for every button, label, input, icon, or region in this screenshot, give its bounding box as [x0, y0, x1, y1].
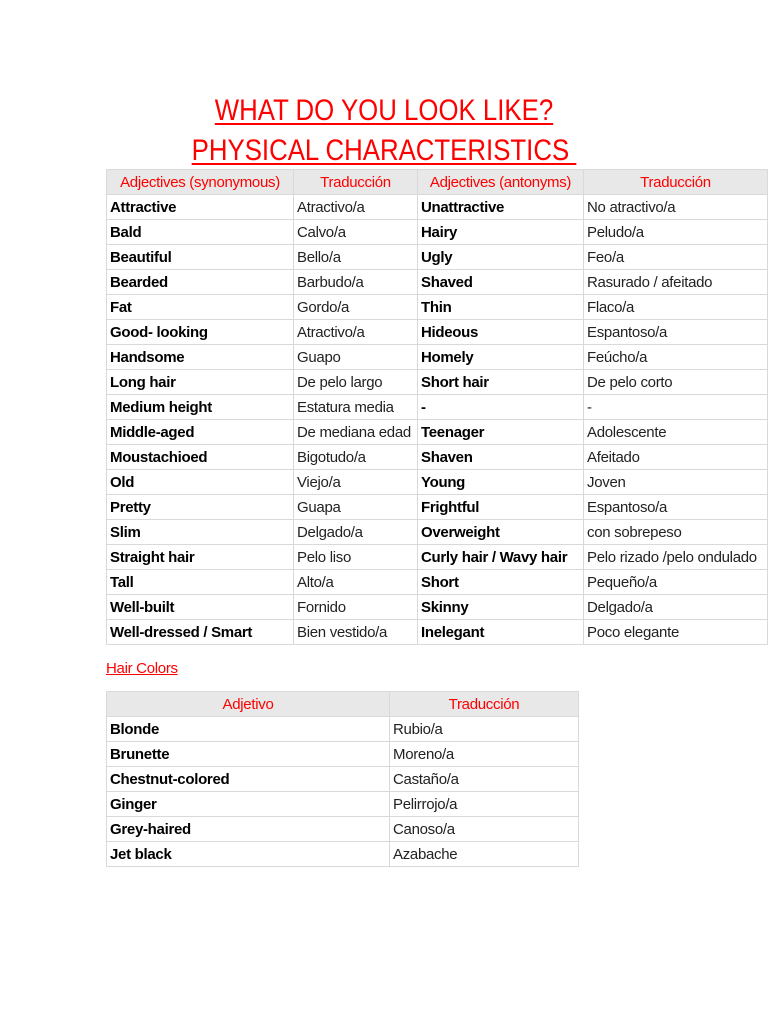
- adjective-cell: Homely: [418, 345, 584, 370]
- translation-cell: Barbudo/a: [294, 270, 418, 295]
- hair-colors-table: [106, 691, 579, 867]
- adjective-cell: Old: [107, 470, 294, 495]
- translation-cell: Fornido: [294, 595, 418, 620]
- translation-cell: Peludo/a: [584, 220, 768, 245]
- table-row: [107, 195, 768, 220]
- translation-cell: Bien vestido/a: [294, 620, 418, 645]
- table-row: [107, 767, 579, 792]
- translation-cell: Bello/a: [294, 245, 418, 270]
- adjective-cell: Short: [418, 570, 584, 595]
- adjective-cell: Ugly: [418, 245, 584, 270]
- table-row: [107, 545, 768, 570]
- translation-cell: Bigotudo/a: [294, 445, 418, 470]
- adjective-cell: Brunette: [107, 742, 390, 767]
- translation-cell: Flaco/a: [584, 295, 768, 320]
- table-row: [107, 270, 768, 295]
- adjective-cell: Middle-aged: [107, 420, 294, 445]
- translation-cell: Castaño/a: [390, 767, 579, 792]
- column-header-synonyms: Adjectives (synonymous): [107, 170, 294, 195]
- table-row: [107, 595, 768, 620]
- physical-characteristics-table: [106, 169, 768, 645]
- adjective-cell: Chestnut-colored: [107, 767, 390, 792]
- translation-cell: Pelo liso: [294, 545, 418, 570]
- adjective-cell: Bald: [107, 220, 294, 245]
- adjective-cell: Young: [418, 470, 584, 495]
- table-row: [107, 520, 768, 545]
- table-body: [107, 717, 579, 867]
- adjective-cell: Blonde: [107, 717, 390, 742]
- translation-cell: Atractivo/a: [294, 195, 418, 220]
- translation-cell: No atractivo/a: [584, 195, 768, 220]
- translation-cell: De pelo corto: [584, 370, 768, 395]
- translation-cell: Gordo/a: [294, 295, 418, 320]
- translation-cell: Poco elegante: [584, 620, 768, 645]
- table-row: [107, 295, 768, 320]
- adjective-cell: Jet black: [107, 842, 390, 867]
- translation-cell: Pequeño/a: [584, 570, 768, 595]
- translation-cell: Moreno/a: [390, 742, 579, 767]
- translation-cell: Adolescente: [584, 420, 768, 445]
- translation-cell: Feúcho/a: [584, 345, 768, 370]
- adjective-cell: -: [418, 395, 584, 420]
- adjective-cell: Curly hair / Wavy hair: [418, 545, 584, 570]
- column-header-translation: Traducción: [390, 692, 579, 717]
- table-row: [107, 792, 579, 817]
- column-header-translation: Traducción: [294, 170, 418, 195]
- translation-cell: con sobrepeso: [584, 520, 768, 545]
- translation-cell: Rasurado / afeitado: [584, 270, 768, 295]
- column-header-adjective: Adjetivo: [107, 692, 390, 717]
- adjective-cell: Inelegant: [418, 620, 584, 645]
- adjective-cell: Moustachioed: [107, 445, 294, 470]
- adjective-cell: Long hair: [107, 370, 294, 395]
- adjective-cell: Slim: [107, 520, 294, 545]
- adjective-cell: Handsome: [107, 345, 294, 370]
- translation-cell: Delgado/a: [294, 520, 418, 545]
- adjective-cell: Teenager: [418, 420, 584, 445]
- table-row: [107, 817, 579, 842]
- table-row: [107, 395, 768, 420]
- table-row: [107, 420, 768, 445]
- translation-cell: Alto/a: [294, 570, 418, 595]
- hair-colors-heading: Hair Colors: [106, 660, 178, 677]
- translation-cell: Calvo/a: [294, 220, 418, 245]
- adjective-cell: Well-built: [107, 595, 294, 620]
- translation-cell: Pelirrojo/a: [390, 792, 579, 817]
- adjective-cell: Pretty: [107, 495, 294, 520]
- table-row: [107, 445, 768, 470]
- adjective-cell: Tall: [107, 570, 294, 595]
- table-body: [107, 195, 768, 645]
- table-row: [107, 742, 579, 767]
- adjective-cell: Shaved: [418, 270, 584, 295]
- adjective-cell: Fat: [107, 295, 294, 320]
- adjective-cell: Unattractive: [418, 195, 584, 220]
- translation-cell: Estatura media: [294, 395, 418, 420]
- page-title-line-2: PHYSICAL CHARACTERISTICS: [191, 134, 577, 167]
- table-row: [107, 495, 768, 520]
- translation-cell: De pelo largo: [294, 370, 418, 395]
- translation-cell: Pelo rizado /pelo ondulado: [584, 545, 768, 570]
- column-header-translation: Traducción: [584, 170, 768, 195]
- adjective-cell: Attractive: [107, 195, 294, 220]
- adjective-cell: Thin: [418, 295, 584, 320]
- table-row: [107, 245, 768, 270]
- adjective-cell: Frightful: [418, 495, 584, 520]
- table-row: [107, 570, 768, 595]
- adjective-cell: Bearded: [107, 270, 294, 295]
- translation-cell: Espantoso/a: [584, 320, 768, 345]
- adjective-cell: Hideous: [418, 320, 584, 345]
- translation-cell: Viejo/a: [294, 470, 418, 495]
- table-header-row: [107, 692, 579, 717]
- table-row: [107, 220, 768, 245]
- adjective-cell: Grey-haired: [107, 817, 390, 842]
- table-row: [107, 370, 768, 395]
- table-row: [107, 345, 768, 370]
- translation-cell: Guapo: [294, 345, 418, 370]
- adjective-cell: Short hair: [418, 370, 584, 395]
- adjective-cell: Medium height: [107, 395, 294, 420]
- translation-cell: Feo/a: [584, 245, 768, 270]
- translation-cell: Canoso/a: [390, 817, 579, 842]
- table-row: [107, 717, 579, 742]
- adjective-cell: Well-dressed / Smart: [107, 620, 294, 645]
- translation-cell: Rubio/a: [390, 717, 579, 742]
- adjective-cell: Beautiful: [107, 245, 294, 270]
- translation-cell: Atractivo/a: [294, 320, 418, 345]
- translation-cell: Afeitado: [584, 445, 768, 470]
- adjective-cell: Straight hair: [107, 545, 294, 570]
- column-header-antonyms: Adjectives (antonyms): [418, 170, 584, 195]
- translation-cell: Delgado/a: [584, 595, 768, 620]
- adjective-cell: Ginger: [107, 792, 390, 817]
- table-row: [107, 842, 579, 867]
- translation-cell: -: [584, 395, 768, 420]
- translation-cell: Azabache: [390, 842, 579, 867]
- table-row: [107, 620, 768, 645]
- translation-cell: Guapa: [294, 495, 418, 520]
- table-row: [107, 470, 768, 495]
- page-title-line-1: WHAT DO YOU LOOK LIKE?: [214, 94, 554, 127]
- adjective-cell: Good- looking: [107, 320, 294, 345]
- translation-cell: Espantoso/a: [584, 495, 768, 520]
- adjective-cell: Shaven: [418, 445, 584, 470]
- translation-cell: Joven: [584, 470, 768, 495]
- table-row: [107, 320, 768, 345]
- table-header-row: [107, 170, 768, 195]
- adjective-cell: Skinny: [418, 595, 584, 620]
- adjective-cell: Overweight: [418, 520, 584, 545]
- translation-cell: De mediana edad: [294, 420, 418, 445]
- adjective-cell: Hairy: [418, 220, 584, 245]
